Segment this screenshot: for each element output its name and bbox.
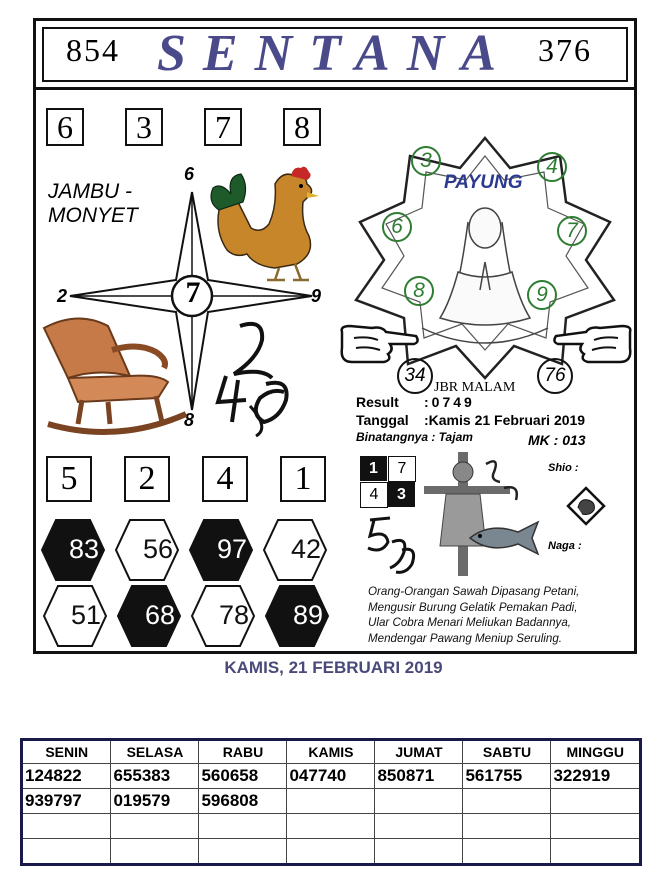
- mini-grid-cell: 3: [388, 482, 415, 507]
- shio-symbol-icon: [566, 486, 606, 526]
- rocking-chair-image: [38, 306, 188, 446]
- table-cell: 850871: [375, 764, 463, 789]
- table-cell: 561755: [463, 764, 551, 789]
- table-cell: [375, 814, 463, 839]
- table-cell: [22, 814, 111, 839]
- table-cell: [463, 839, 551, 865]
- date-label: Tanggal: [356, 412, 409, 428]
- hex-number: 56: [142, 534, 174, 564]
- ring-number: 6: [382, 212, 412, 242]
- table-cell: 019579: [111, 789, 199, 814]
- table-header: SELASA: [111, 740, 199, 764]
- riddle-line: Mengusir Burung Gelatik Pemakan Padi,: [368, 600, 578, 614]
- table-cell: 596808: [199, 789, 287, 814]
- riddle-line: Orang-Orangan Sawah Dipasang Petani,: [368, 585, 580, 598]
- results-table: [20, 738, 642, 866]
- date-line: KAMIS, 21 FEBRUARI 2019: [224, 658, 443, 677]
- mk-text: MK : 013: [528, 432, 586, 448]
- table-cell: 322919: [551, 764, 641, 789]
- table-header: SABTU: [463, 740, 551, 764]
- table-header: JUMAT: [375, 740, 463, 764]
- ring-number: 9: [527, 280, 557, 310]
- ring-number: 7: [557, 216, 587, 246]
- table-cell: [287, 789, 375, 814]
- table-cell: [287, 839, 375, 865]
- table-cell: [287, 814, 375, 839]
- table-cell: [551, 839, 641, 865]
- page-title: SENTANA: [157, 25, 513, 82]
- top-digit-box: 7: [204, 108, 242, 146]
- result-label: Result: [356, 394, 399, 410]
- ring-number: 4: [537, 152, 567, 182]
- mini-grid: [360, 456, 416, 508]
- hex-number: 68: [144, 600, 176, 630]
- shio-pair-line: MONYET: [48, 204, 138, 227]
- ring-number: 8: [404, 276, 434, 306]
- payung-right-circle: 76: [537, 358, 573, 394]
- result-value: :0749: [424, 394, 475, 410]
- table-row: [22, 814, 641, 839]
- compass-top-number: 6: [184, 164, 195, 184]
- table-cell: [111, 814, 199, 839]
- table-cell: [22, 839, 111, 865]
- table-cell: [463, 789, 551, 814]
- table-cell: [551, 789, 641, 814]
- hex-number: 89: [292, 600, 324, 630]
- payung-label: PAYUNG: [444, 172, 523, 193]
- compass-left-number: 2: [57, 286, 68, 306]
- table-row: [22, 839, 641, 865]
- riddle-line: Mendengar Pawang Meniup Seruling.: [368, 631, 562, 645]
- top-digit-box: 3: [125, 108, 163, 146]
- table-header: MINGGU: [551, 740, 641, 764]
- shio-label: Shio :: [548, 462, 579, 474]
- mini-grid-cell: 7: [388, 456, 416, 482]
- table-cell: [199, 839, 287, 865]
- handwritten-digits: [210, 318, 302, 440]
- compass-center-number: 7: [185, 276, 201, 309]
- table-row: [22, 764, 641, 789]
- table-header-row: [22, 740, 641, 764]
- payung-left-circle: 34: [397, 358, 433, 394]
- table-cell: [111, 839, 199, 865]
- table-cell: 560658: [199, 764, 287, 789]
- mid-digit-box: 4: [202, 456, 248, 502]
- table-cell: [463, 814, 551, 839]
- mini-grid-cell: 4: [360, 482, 388, 508]
- header-left-number: 854: [66, 32, 120, 68]
- table-cell: 047740: [287, 764, 375, 789]
- header-right-number: 376: [538, 32, 592, 68]
- ring-number: 3: [411, 146, 441, 176]
- hex-number: 42: [290, 534, 322, 564]
- table-cell: 939797: [22, 789, 111, 814]
- compass-bottom-number: 8: [184, 410, 195, 430]
- table-cell: [375, 789, 463, 814]
- date-value: :Kamis 21 Februari 2019: [424, 412, 586, 428]
- compass-right-number: 9: [311, 286, 322, 306]
- table-header: KAMIS: [287, 740, 375, 764]
- table-header: RABU: [199, 740, 287, 764]
- table-cell: [199, 814, 287, 839]
- table-cell: [375, 839, 463, 865]
- hex-number: 51: [70, 600, 102, 630]
- shio-pair-line: JAMBU -: [48, 180, 132, 203]
- mid-digit-box: 1: [280, 456, 326, 502]
- binatang-text: Binatangnya : Tajam: [356, 430, 473, 444]
- jbr-label: JBR MALAM: [434, 380, 516, 395]
- hex-number: 97: [216, 534, 248, 564]
- naga-label: Naga :: [548, 540, 582, 552]
- table-row: [22, 789, 641, 814]
- hex-number: 83: [68, 534, 100, 564]
- mid-digit-box: 5: [46, 456, 92, 502]
- table-header: SENIN: [22, 740, 111, 764]
- riddle-text: [368, 584, 638, 646]
- table-cell: [551, 814, 641, 839]
- handwritten-scribble: [360, 512, 420, 576]
- table-cell: 655383: [111, 764, 199, 789]
- top-digit-box: 6: [46, 108, 84, 146]
- hex-number: 78: [218, 600, 250, 630]
- table-cell: 124822: [22, 764, 111, 789]
- top-digit-box: 8: [283, 108, 321, 146]
- mini-grid-cell: 1: [360, 456, 387, 481]
- scarecrow-image: [420, 450, 530, 580]
- rooster-image: [205, 162, 325, 282]
- riddle-line: Ular Cobra Menari Meliukan Badannya,: [368, 616, 571, 629]
- mid-digit-box: 2: [124, 456, 170, 502]
- fish-image: [466, 520, 544, 556]
